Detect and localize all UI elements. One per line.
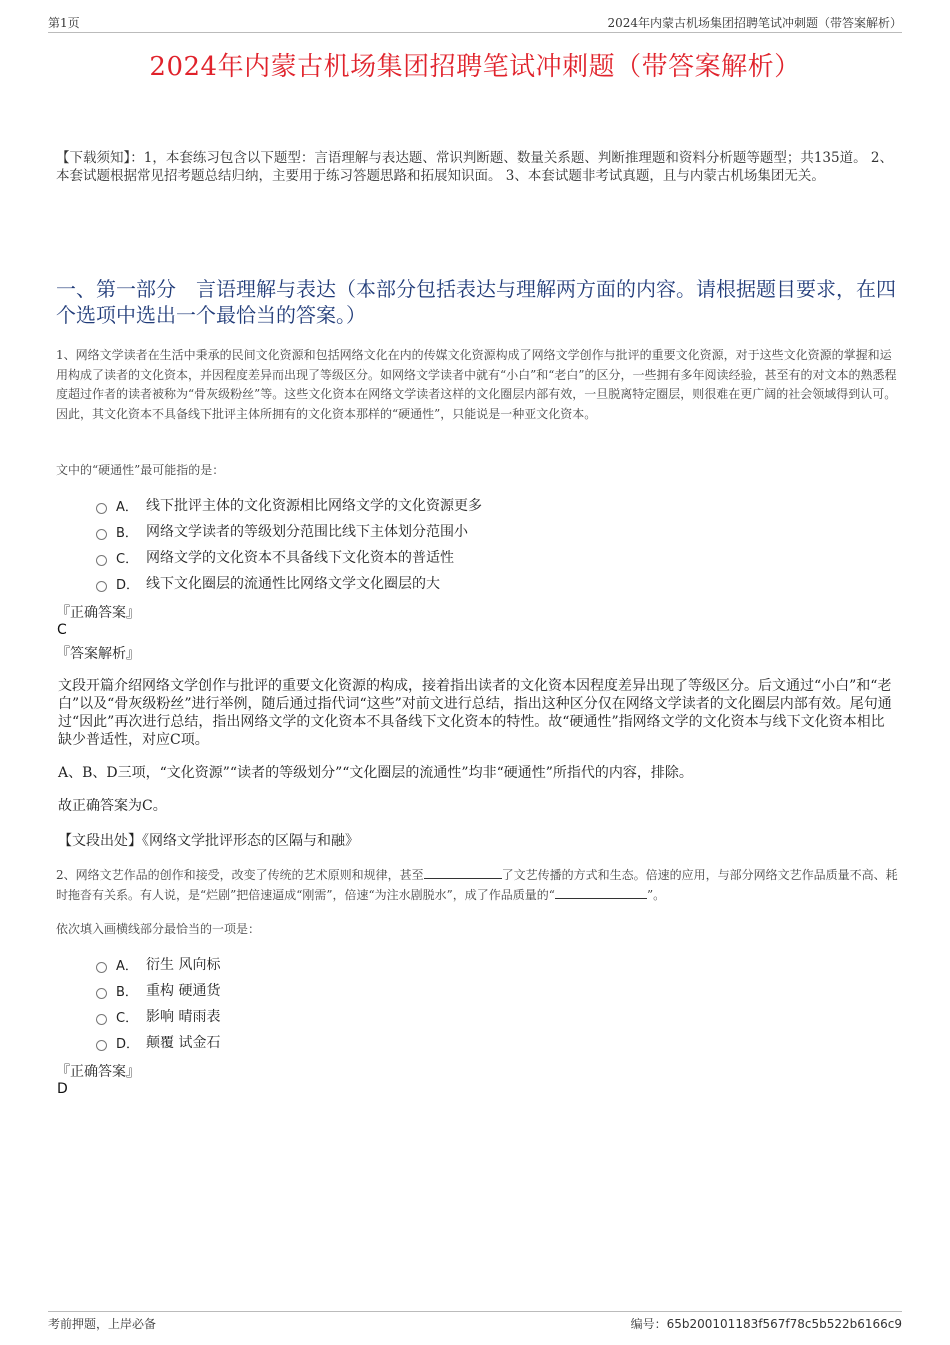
radio-icon[interactable]: [96, 962, 107, 973]
q2-option-a[interactable]: A． 衍生 风向标: [96, 951, 896, 977]
q1-option-b[interactable]: B． 网络文学读者的等级划分范围比线下主体划分范围小: [96, 518, 896, 544]
q2-stem: 2、网络文艺作品的创作和接受，改变了传统的艺术原则和规律，甚至 了文艺传播的方式和生态。倍速的应用，与部分网络文艺作品质量不高、耗时拖沓有关系。有人说，是“烂剧”把倍速逼成“刚需”，倍速“为注水剧脱水”，成了作品质量的“ ”。: [56, 868, 898, 902]
fill-blank-1[interactable]: [424, 866, 502, 879]
q2-answer: D: [57, 1081, 68, 1097]
q2-option-b[interactable]: B． 重构 硬通货: [96, 977, 896, 1003]
q1-analysis-label: 『答案解析』: [56, 646, 140, 662]
q1-analysis-para-3: 故正确答案为C。: [58, 798, 167, 814]
radio-icon[interactable]: [96, 581, 107, 592]
radio-icon[interactable]: [96, 1014, 107, 1025]
page-header: [48, 14, 902, 33]
q1-analysis-para-2: A、B、D三项，“文化资源”“读者的等级划分”“文化圈层的流通性”均非“硬通性”所指代的内容，排除。: [58, 765, 693, 781]
document-title: 2024年内蒙古机场集团招聘笔试冲刺题（带答案解析）: [149, 52, 801, 82]
q2-option-c[interactable]: C． 影响 晴雨表: [96, 1003, 896, 1029]
q1-option-a[interactable]: A． 线下批评主体的文化资源相比网络文学的文化资源更多: [96, 492, 896, 518]
q1-answer: C: [57, 622, 67, 638]
header-doc-title: 2024年内蒙古机场集团招聘笔试冲刺题（带答案解析）: [607, 16, 902, 30]
doc-code: 编号：65b200101183f567f78c5b522b6166c9: [630, 1317, 902, 1331]
q1-source: 【文段出处】《网络文学批评形态的区隔与和融》: [58, 833, 359, 849]
q2-options: [96, 951, 896, 1055]
radio-icon[interactable]: [96, 988, 107, 999]
radio-icon[interactable]: [96, 503, 107, 514]
q1-answer-label: 『正确答案』: [56, 605, 140, 621]
q2-option-d[interactable]: D． 颠覆 试金石: [96, 1029, 896, 1055]
q1-analysis-para-1: 文段开篇介绍网络文学创作与批评的重要文化资源的构成，接着指出读者的文化资本因程度差异出现了等级区分。后文通过“小白”和“老白”以及“骨灰级粉丝”进行举例，随后通过指代词“这些”对前文进行总结，指出这种区分仅在网络文学读者的文化圈层内部有效。尾句通过“因此”再次进行总结，指出网络文学的文化资本不具备线下文化资本的特性。故“硬通性”指网络文学的文化资本与线下文化资本相比缺少普适性，对应C项。: [58, 678, 892, 748]
radio-icon[interactable]: [96, 529, 107, 540]
q2-answer-label: 『正确答案』: [56, 1064, 140, 1080]
q1-question: 文中的“硬通性”最可能指的是：: [56, 463, 225, 477]
page-footer: [48, 1311, 902, 1334]
radio-icon[interactable]: [96, 1040, 107, 1051]
q1-stem: 1、网络文学读者在生活中秉承的民间文化资源和包括网络文化在内的传媒文化资源构成了网络文学创作与批评的重要文化资源，对于这些文化资源的掌握和运用构成了读者的文化资本，并因程度差异而出现了等级区分。如网络文学读者中就有“小白”和“老白”的区分，一些拥有多年阅读经验，甚至有的对文本的熟悉程度超过作者的读者被称为“骨灰级粉丝”等。这些文化资本在网络文学读者这样的文化圈层内部有效，一旦脱离特定圈层，则很难在更广阔的社会领域得到认可。因此，其文化资本不具备线下批评主体所拥有的文化资本那样的“硬通性”，只能说是一种亚文化资本。: [56, 348, 897, 421]
q1-option-d[interactable]: D． 线下文化圈层的流通性比网络文学文化圈层的大: [96, 570, 896, 596]
section-heading: 一、第一部分 言语理解与表达（本部分包括表达与理解两方面的内容。请根据题目要求，在四个选项中选出一个最恰当的答案。）: [56, 277, 896, 327]
q1-options: [96, 492, 896, 596]
fill-blank-2[interactable]: [555, 886, 647, 899]
q2-question: 依次填入画横线部分最恰当的一项是：: [56, 922, 261, 936]
page-number: 第1页: [48, 16, 80, 30]
footer-slogan: 考前押题，上岸必备: [48, 1317, 157, 1331]
q1-option-c[interactable]: C． 网络文学的文化资本不具备线下文化资本的普适性: [96, 544, 896, 570]
radio-icon[interactable]: [96, 555, 107, 566]
download-notice: 【下载须知】：1，本套练习包含以下题型：言语理解与表达题、常识判断题、数量关系题、判断推理题和资料分析题等题型；共135道。 2、本套试题根据常见招考题总结归纳，主要用于练习答题思路和拓展知识面。 3、本套试题非考试真题，且与内蒙古机场集团无关。: [56, 150, 893, 184]
